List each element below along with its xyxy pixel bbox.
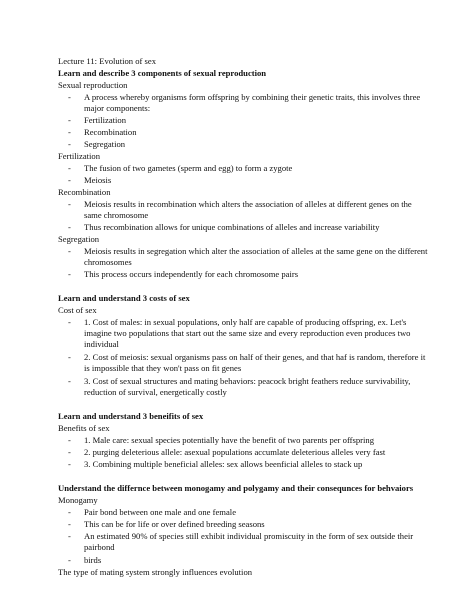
subheading-sexual-reproduction: Sexual reproduction (58, 80, 128, 90)
section-heading-benefits: Learn and understand 3 beneifits of sex (58, 411, 204, 421)
list-item: - A process whereby organisms form offspring by combining their genetic traits, this involves three major components: (68, 92, 421, 114)
section-heading-monogamy-polygamy: Understand the differnce between monogamy and polygamy and their consequnces for behvaiors (58, 483, 414, 493)
list-item: - 2. purging deleterious allele: asexual populations accumlate deleterious alleles very fast (68, 447, 386, 457)
list-item: - Pair bond between one male and one female (68, 507, 237, 517)
list-item: - 3. Cost of sexual structures and mating behaviors: peacock bright feathers reduce survivability, reduction of survival, energetically costly (68, 376, 411, 398)
list-item: - An estimated 90% of species still exhibit individual promiscuity in the form of sex outside their pairbond (68, 531, 414, 553)
subheading-segregation: Segregation (58, 234, 100, 244)
subheading-recombination: Recombination (58, 187, 111, 197)
closing-statement: The type of mating system strongly influences evolution (58, 567, 253, 577)
list-item: - 1. Cost of males: in sexual populations, only half are capable of producing offspring, ex. Let's imagine two populations that start out the same size and every reproduction even produces two individual (68, 317, 411, 350)
list-item: - 2. Cost of meiosis: sexual organisms pass on half of their genes, and that haf is random, therefore it is impossible that they won't pass on fit genes (68, 352, 426, 374)
list-item: - The fusion of two gametes (sperm and egg) to form a zygote (68, 163, 293, 173)
list-item: - Thus recombination allows for unique combinations of alleles and increase variability (68, 222, 380, 232)
section-heading-components: Learn and describe 3 components of sexual reproduction (58, 68, 267, 78)
list-item: - Recombination (68, 127, 137, 137)
list-item: - This can be for life or over defined breeding seasons (68, 519, 265, 529)
subheading-fertilization: Fertilization (58, 151, 101, 161)
subheading-cost-of-sex: Cost of sex (58, 305, 97, 315)
subheading-monogamy: Monogamy (58, 495, 98, 505)
list-item: - Meiosis results in segregation which alter the association of alleles at the same gene on the different chromosomes (68, 246, 428, 268)
list-item: - Fertilization (68, 115, 127, 125)
list-item: - birds (68, 555, 102, 565)
lecture-title: Lecture 11: Evolution of sex (58, 56, 157, 66)
list-item: - Meiosis (68, 175, 112, 185)
list-item: - 3. Combining multiple beneficial alleles: sex allows beenficial alleles to stack up (68, 459, 363, 469)
section-heading-costs: Learn and understand 3 costs of sex (58, 293, 190, 303)
list-item: - This process occurs independently for each chromosome pairs (68, 269, 299, 279)
list-item: - Meiosis results in recombination which alters the association of alleles at different genes on the same chromosome (68, 199, 412, 221)
subheading-benefits-of-sex: Benefits of sex (58, 423, 110, 433)
list-item: - Segregation (68, 139, 126, 149)
list-item: - 1. Male care: sexual species potentially have the benefit of two parents per offspring (68, 435, 375, 445)
